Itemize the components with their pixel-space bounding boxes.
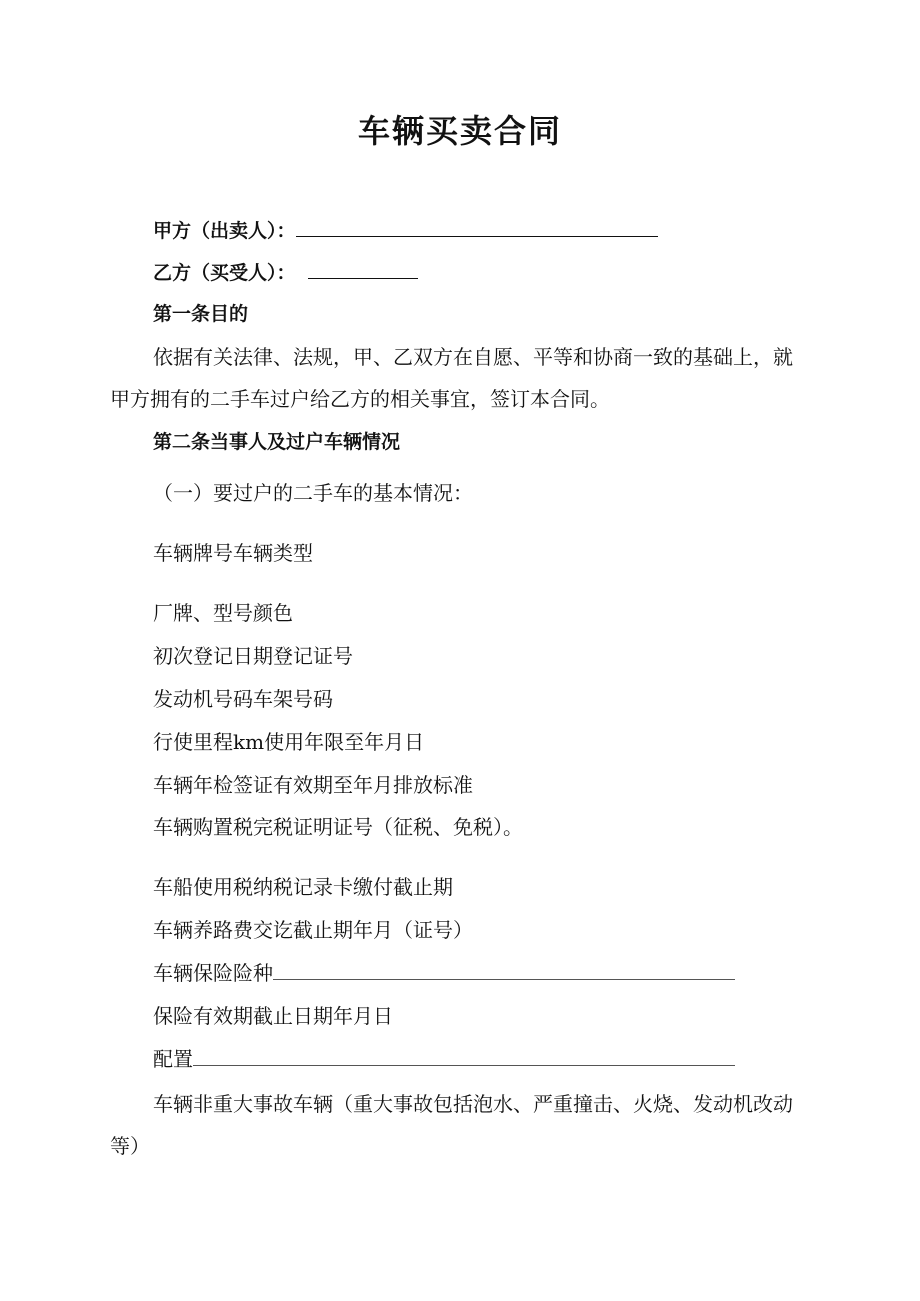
party-a-label: 甲方（出卖人）：: [153, 220, 296, 242]
party-b-label: 乙方（买受人）：: [153, 262, 296, 284]
article-1-heading: 第一条目的: [153, 303, 249, 325]
config-line: [153, 1045, 735, 1073]
vehicle-item: 车辆牌号车辆类型: [153, 541, 313, 565]
vehicle-item: 车船使用税纳税记录卡缴付截止期: [153, 875, 453, 899]
vehicle-item: 车辆年检签证有效期至年月排放标准: [153, 773, 473, 797]
insurance-validity: 保险有效期截止日期年月日: [153, 1004, 393, 1028]
vehicle-item: 初次登记日期登记证号: [153, 644, 353, 668]
vehicle-item: 厂牌、型号颜色: [153, 601, 293, 625]
insurance-line: [153, 959, 735, 987]
vehicle-item: 行使里程km使用年限至年月日: [153, 730, 425, 754]
party-b-blank: [308, 258, 418, 279]
vehicle-item: 车辆养路费交讫截止期年月（证号）: [153, 918, 473, 942]
insurance-label: 车辆保险险种: [153, 961, 273, 985]
article-2-heading: 第二条当事人及过户车辆情况: [153, 431, 401, 453]
insurance-blank: [273, 959, 735, 980]
party-a-blank: [296, 216, 658, 237]
article-1-text-line-1: 依据有关法律、法规，甲、乙双方在自愿、平等和协商一致的基础上，就: [153, 345, 793, 369]
section-1-heading: （一）要过户的二手车的基本情况：: [153, 481, 473, 505]
document-title: 车辆买卖合同: [357, 112, 562, 150]
accident-line-2: 等）: [110, 1134, 150, 1158]
config-blank: [193, 1045, 735, 1066]
party-a-line: [153, 216, 658, 245]
vehicle-item: 车辆购置税完税证明证号（征税、免税）。: [153, 815, 523, 839]
config-label: 配置: [153, 1047, 193, 1071]
party-b-line: [153, 258, 418, 287]
accident-line-1: 车辆非重大事故车辆（重大事故包括泡水、严重撞击、火烧、发动机改动: [153, 1092, 793, 1116]
vehicle-item: 发动机号码车架号码: [153, 687, 333, 711]
article-1-text-line-2: 甲方拥有的二手车过户给乙方的相关事宜，签订本合同。: [110, 387, 610, 411]
